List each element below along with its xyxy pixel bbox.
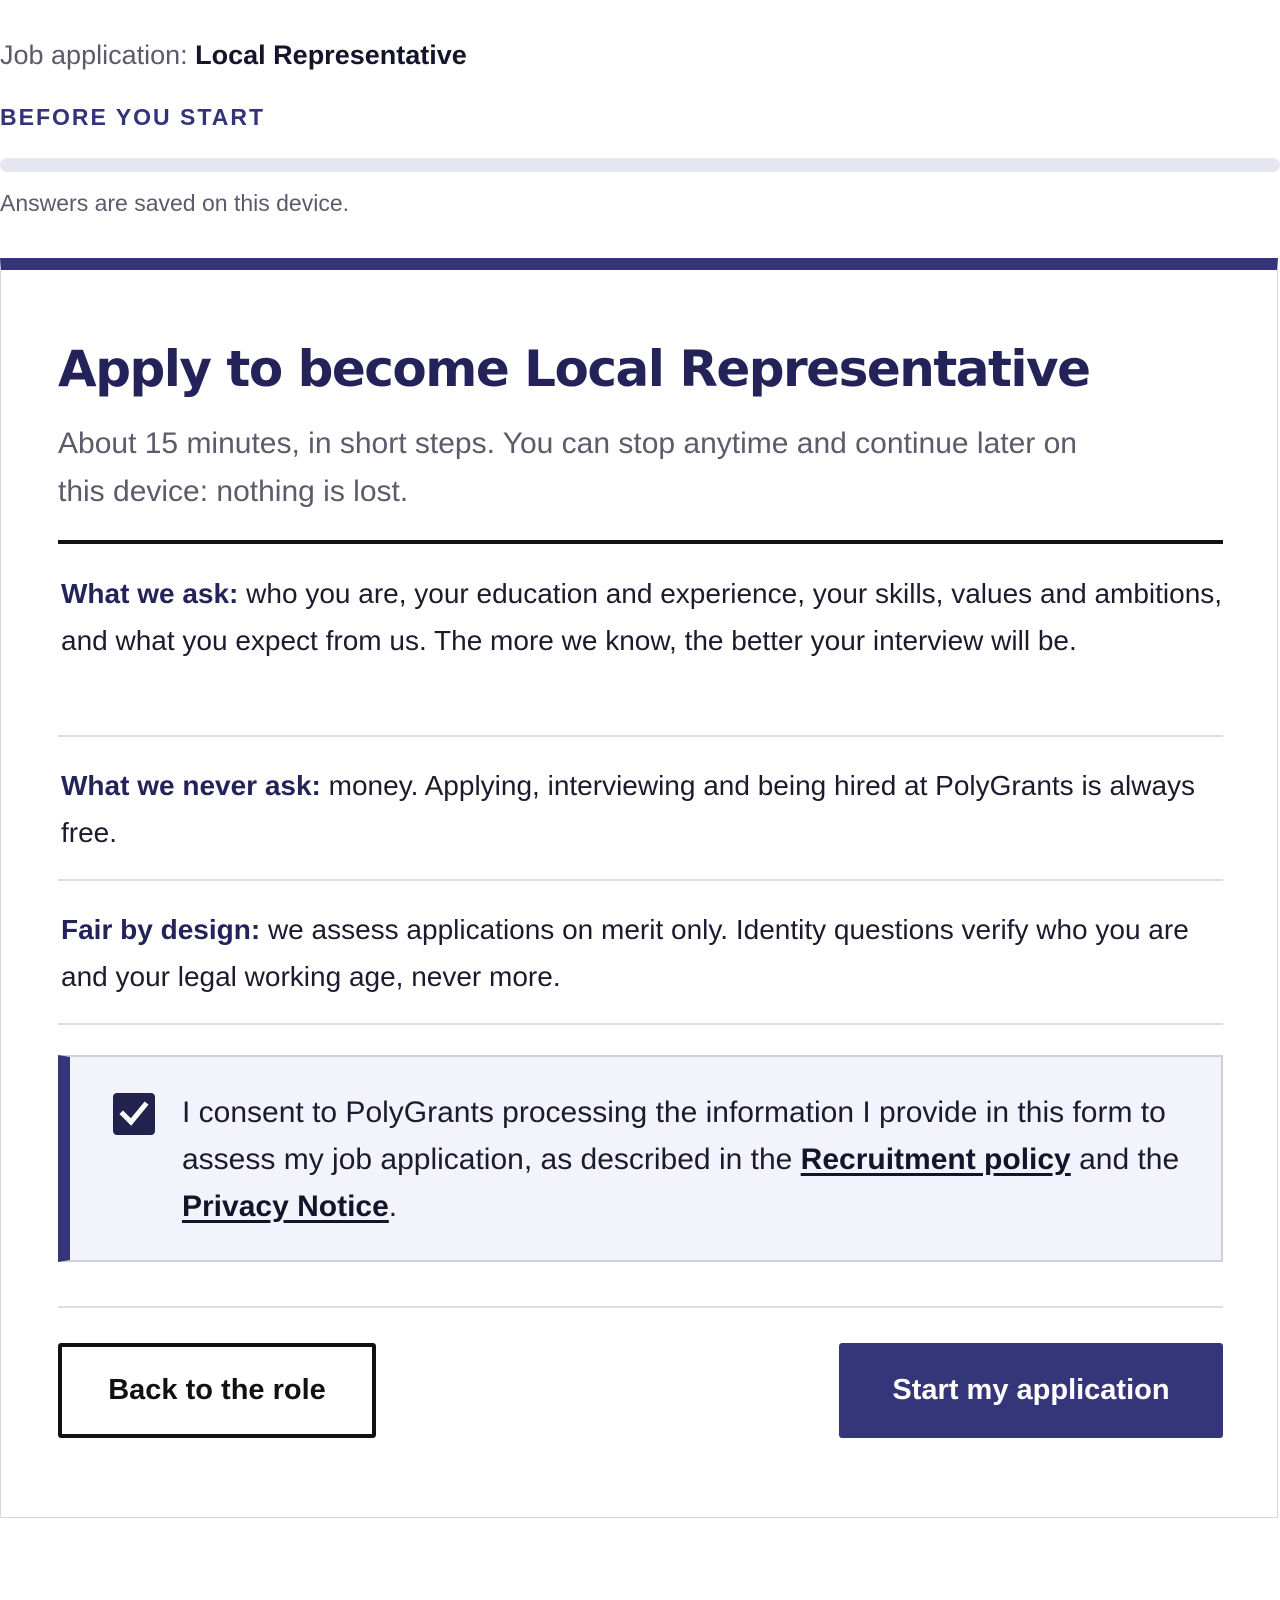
- application-breadcrumb: [0, 40, 467, 71]
- page-subtitle: About 15 minutes, in short steps. You can stop anytime and continue later on this device: nothing is lost.: [58, 427, 1077, 508]
- privacy-notice-link[interactable]: Privacy Notice: [182, 1190, 389, 1223]
- consent-checkbox[interactable]: [113, 1093, 155, 1135]
- back-to-role-button[interactable]: Back to the role: [58, 1343, 376, 1438]
- progress-bar: [0, 158, 1280, 172]
- start-application-button[interactable]: Start my application: [839, 1343, 1223, 1438]
- recruitment-policy-link[interactable]: Recruitment policy: [800, 1143, 1071, 1176]
- divider: [58, 1023, 1223, 1025]
- info-what-we-ask: [61, 570, 1223, 664]
- info-text: we assess applications on merit only. Identity questions verify who you are and your legal working age, never more.: [61, 914, 1189, 992]
- step-label: BEFORE YOU START: [0, 104, 265, 130]
- page-title: Apply to become Local Representative: [58, 340, 1090, 398]
- role-name: Local Representative: [195, 40, 467, 70]
- info-text: who you are, your education and experience, your skills, values and ambitions, and what you expect from us. The more we know, the better your interview will be.: [61, 578, 1223, 656]
- info-fair-by-design: [61, 906, 1223, 1000]
- intro-card: [0, 258, 1278, 1518]
- checkmark-icon: [119, 1100, 149, 1128]
- info-what-we-never-ask: [61, 762, 1223, 856]
- application-prefix: Job application:: [0, 40, 188, 70]
- consent-panel: [58, 1055, 1223, 1262]
- divider: [58, 735, 1223, 737]
- consent-text-after: .: [388, 1190, 398, 1223]
- info-text: money. Applying, interviewing and being hired at PolyGrants is always free.: [61, 770, 1196, 848]
- info-label: What we never ask:: [61, 770, 321, 801]
- consent-text-middle: and the: [1079, 1143, 1180, 1176]
- consent-text: [182, 1089, 1182, 1230]
- consent-text-before: I consent to PolyGrants processing the information I provide in this form to assess my job application, as described in the: [182, 1096, 1166, 1176]
- info-label: Fair by design:: [61, 914, 261, 945]
- section-divider: [58, 540, 1223, 544]
- info-label: What we ask:: [61, 578, 239, 609]
- divider: [58, 879, 1223, 881]
- divider: [58, 1306, 1223, 1308]
- saved-note: Answers are saved on this device.: [0, 190, 350, 216]
